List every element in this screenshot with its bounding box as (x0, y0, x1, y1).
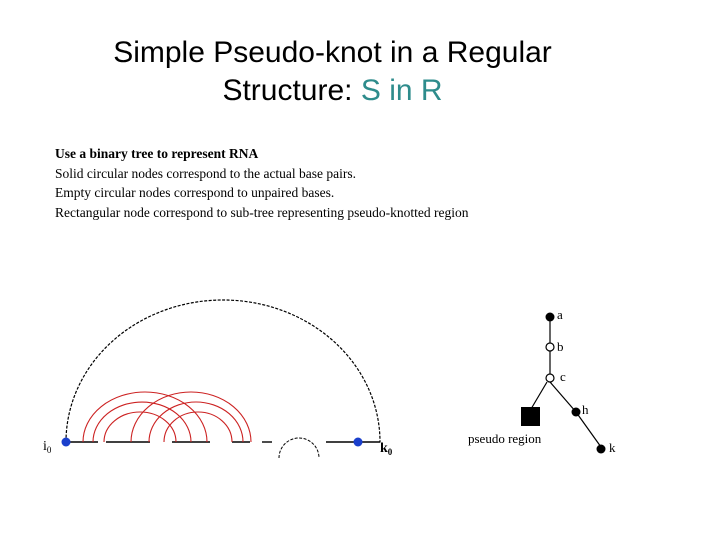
description-heading: Use a binary tree to represent RNA (55, 146, 259, 161)
pseudoknot-arcs (83, 392, 251, 442)
left-endpoint (62, 438, 71, 447)
pseudo-region-label: pseudo region (468, 431, 542, 446)
tree-node-a (546, 313, 555, 322)
pseudo-region-node (521, 407, 540, 426)
tree-node-h (572, 408, 581, 417)
description-line-rect: Rectangular node correspond to sub-tree representing pseudo-knotted region (55, 204, 469, 220)
tree-label-a: a (557, 307, 563, 322)
label-k0 (380, 441, 393, 457)
outer-arc (66, 300, 380, 442)
inner-arc (279, 438, 319, 458)
title-accent: S in R (360, 74, 443, 107)
tree-node-c (546, 374, 554, 382)
pair-arc-1 (83, 392, 207, 442)
tree-edges (531, 317, 601, 447)
tree-label-k: k (609, 440, 616, 455)
pair-arc-5 (149, 402, 243, 442)
tree-label-c: c (560, 369, 566, 384)
title-line-1: Simple Pseudo-knot in a Regular (113, 36, 552, 69)
title-line-2-prefix: Structure: (222, 74, 361, 107)
label-i0 (43, 439, 52, 455)
description-line-solid: Solid circular nodes correspond to the actual base pairs. (55, 165, 357, 181)
label-k0-letter: k (380, 441, 388, 456)
tree-node-b (546, 343, 554, 351)
label-k0-sub: 0 (387, 447, 393, 457)
binary-tree (468, 307, 616, 455)
right-endpoint (354, 438, 363, 447)
label-i0-sub: 0 (46, 445, 52, 455)
tree-label-h: h (582, 402, 589, 417)
pair-arc-3 (104, 412, 176, 442)
description-line-empty: Empty circular nodes correspond to unpaired bases. (55, 185, 335, 200)
arc-diagram (43, 300, 393, 458)
pair-arc-2 (93, 402, 191, 442)
label-i0-letter: i (43, 439, 47, 454)
tree-node-k (597, 445, 606, 454)
tree-label-b: b (557, 339, 564, 354)
